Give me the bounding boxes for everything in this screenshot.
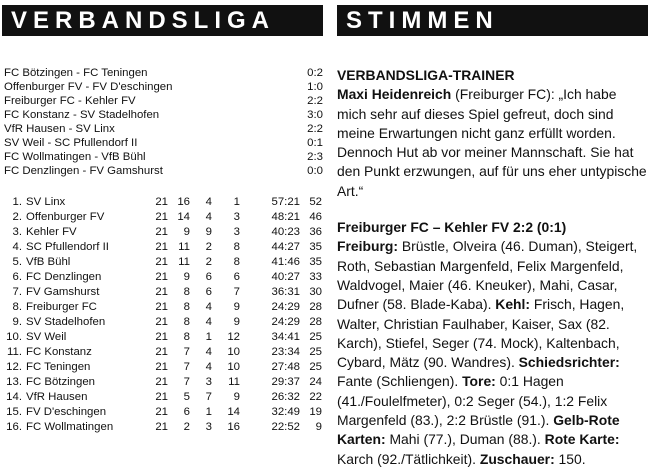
table-team: Kehler FV xyxy=(26,226,77,238)
table-losses: 3 xyxy=(233,226,240,238)
table-losses: 9 xyxy=(233,301,240,313)
table-goals: 24:29 xyxy=(271,316,300,328)
table-points: 35 xyxy=(309,241,322,253)
table-draws: 6 xyxy=(205,271,212,283)
result-score: 3:0 xyxy=(307,109,323,121)
report-label-freiburg: Freiburg: xyxy=(337,238,398,255)
table-games: 21 xyxy=(155,271,168,283)
table-rank: 10. xyxy=(6,331,22,343)
table-losses: 10 xyxy=(227,361,240,373)
table-points: 25 xyxy=(309,361,322,373)
table-row xyxy=(4,330,323,345)
report-text-kehl: Frisch, Hagen, Walter, Christian Faulhaber, Kaiser, Sax (82. Karch), Stiefel, Seger (74. Mock), Kaltenbach, Cybard, Mätz (90. Wandres). xyxy=(337,296,625,371)
result-match: FC Konstanz - SV Stadelhofen xyxy=(4,109,160,121)
table-team: FC Wollmatingen xyxy=(26,421,114,433)
coach-quote xyxy=(337,85,648,201)
result-row xyxy=(4,122,323,136)
report-label-kehl: Kehl: xyxy=(495,296,531,313)
table-points: 25 xyxy=(309,331,322,343)
table-losses: 12 xyxy=(227,331,240,343)
voices-heading: VERBANDSLIGA-TRAINER xyxy=(337,67,515,83)
table-draws: 4 xyxy=(205,346,212,358)
table-games: 21 xyxy=(155,316,168,328)
table-points: 22 xyxy=(309,391,322,403)
result-match: FC Wollmatingen - VfB Bühl xyxy=(4,151,146,163)
table-team: SC Pfullendorf II xyxy=(26,241,109,253)
table-losses: 3 xyxy=(233,211,240,223)
result-row xyxy=(4,164,323,178)
table-row xyxy=(4,390,323,405)
result-score: 0:0 xyxy=(307,165,323,177)
table-points: 35 xyxy=(309,256,322,268)
result-row xyxy=(4,136,323,150)
result-match: SV Weil - SC Pfullendorf II xyxy=(4,137,138,149)
table-goals: 40:23 xyxy=(271,226,300,238)
table-goals: 22:52 xyxy=(271,421,300,433)
table-draws: 4 xyxy=(205,211,212,223)
table-wins: 6 xyxy=(183,406,190,418)
table-games: 21 xyxy=(155,301,168,313)
table-team: Offenburger FV xyxy=(26,211,105,223)
table-wins: 8 xyxy=(183,316,190,328)
table-row xyxy=(4,285,323,300)
table-rank: 6. xyxy=(12,271,22,283)
table-team: FC Denzlingen xyxy=(26,271,102,283)
table-draws: 4 xyxy=(205,301,212,313)
report-text-freiburg: Brüstle, Olveira (46. Duman), Steigert, Roth, Sebastian Margenfeld, Felix Margenfeld, Waldvogel, Maier (46. Kneuker), Mahi, Casar, Dufner (58. Blade-Kaba). xyxy=(337,238,638,313)
table-row xyxy=(4,225,323,240)
results-list xyxy=(4,66,323,178)
table-goals: 26:32 xyxy=(271,391,300,403)
table-rank: 16. xyxy=(6,421,22,433)
stimmen-column xyxy=(337,66,648,469)
league-table xyxy=(4,195,323,435)
table-row xyxy=(4,255,323,270)
table-losses: 16 xyxy=(227,421,240,433)
table-team: SV Linx xyxy=(26,196,66,208)
table-rank: 11. xyxy=(7,346,22,358)
table-games: 21 xyxy=(155,346,168,358)
section-banner-stimmen: STIMMEN xyxy=(337,5,648,36)
table-team: FV D'eschingen xyxy=(26,406,107,418)
report-text-spectators: 150. xyxy=(554,450,586,467)
table-games: 21 xyxy=(155,406,168,418)
table-points: 36 xyxy=(309,226,322,238)
table-row xyxy=(4,240,323,255)
table-losses: 11 xyxy=(228,376,240,388)
table-points: 46 xyxy=(309,211,322,223)
table-goals: 32:49 xyxy=(271,406,300,418)
table-row xyxy=(4,405,323,420)
table-draws: 1 xyxy=(205,331,212,343)
table-wins: 11 xyxy=(178,256,190,268)
table-games: 21 xyxy=(155,331,168,343)
table-losses: 8 xyxy=(233,256,240,268)
table-row xyxy=(4,420,323,435)
table-games: 21 xyxy=(155,376,168,388)
table-wins: 8 xyxy=(183,286,190,298)
result-row xyxy=(4,108,323,122)
table-goals: 41:46 xyxy=(271,256,300,268)
report-text-referee: Fante (Schliengen). xyxy=(337,373,463,390)
table-draws: 3 xyxy=(205,421,212,433)
result-row xyxy=(4,66,323,80)
table-games: 21 xyxy=(155,286,168,298)
table-wins: 2 xyxy=(183,421,190,433)
table-row xyxy=(4,195,323,210)
table-games: 21 xyxy=(155,391,168,403)
result-score: 0:1 xyxy=(307,137,323,149)
table-losses: 8 xyxy=(233,241,240,253)
result-match: Freiburger FC - Kehler FV xyxy=(4,95,136,107)
table-games: 21 xyxy=(155,196,168,208)
table-team: VfR Hausen xyxy=(26,391,88,403)
table-goals: 40:27 xyxy=(271,271,300,283)
table-games: 21 xyxy=(155,256,168,268)
table-team: SV Stadelhofen xyxy=(26,316,106,328)
report-label-spectators: Zuschauer: xyxy=(479,450,555,467)
table-row xyxy=(4,270,323,285)
table-team: VfB Bühl xyxy=(26,256,71,268)
table-rank: 13. xyxy=(6,376,22,388)
table-rank: 12. xyxy=(6,361,22,373)
result-score: 1:0 xyxy=(307,81,323,93)
table-losses: 14 xyxy=(227,406,240,418)
result-row xyxy=(4,94,323,108)
table-wins: 7 xyxy=(183,346,190,358)
table-wins: 5 xyxy=(183,391,190,403)
table-row xyxy=(4,315,323,330)
table-draws: 1 xyxy=(205,406,212,418)
table-points: 28 xyxy=(309,301,322,313)
table-rank: 9. xyxy=(12,316,22,328)
table-team: FC Teningen xyxy=(26,361,91,373)
table-losses: 9 xyxy=(233,391,240,403)
table-draws: 9 xyxy=(205,226,212,238)
quote-text: (Freiburger FC): „Ich habe mich sehr auf dieses Spiel gefreut, doch sind meine Erwartungen nicht ganz erfüllt worden. Dennoch Hut ab vor meiner Mannschaft. Sie hat den Punkt erzwungen, auf für uns eher untypische Art.“ xyxy=(337,86,647,199)
table-wins: 7 xyxy=(183,376,190,388)
result-match: VfR Hausen - SV Linx xyxy=(4,123,115,135)
result-row xyxy=(4,80,323,94)
report-text-red: Karch (92./Tätlichkeit). xyxy=(337,450,480,467)
table-rank: 2. xyxy=(12,211,22,223)
table-team: FC Konstanz xyxy=(26,346,92,358)
table-points: 24 xyxy=(309,376,322,388)
result-score: 0:2 xyxy=(307,67,323,79)
table-goals: 48:21 xyxy=(271,211,300,223)
table-games: 21 xyxy=(155,421,168,433)
table-row xyxy=(4,210,323,225)
result-match: Offenburger FV - FV D'eschingen xyxy=(4,81,173,93)
table-points: 25 xyxy=(309,346,322,358)
table-wins: 8 xyxy=(183,331,190,343)
table-losses: 9 xyxy=(233,316,240,328)
table-games: 21 xyxy=(155,361,168,373)
report-label-yellowred: Gelb-Rote Karten: xyxy=(337,412,620,448)
report-label-red: Rote Karte: xyxy=(544,431,620,448)
result-score: 2:3 xyxy=(307,151,323,163)
report-text-yellowred: Mahi (77.), Duman (88.). xyxy=(385,431,545,448)
table-goals: 44:27 xyxy=(271,241,300,253)
table-draws: 6 xyxy=(205,286,212,298)
table-wins: 8 xyxy=(183,301,190,313)
table-points: 52 xyxy=(309,196,322,208)
table-losses: 6 xyxy=(233,271,240,283)
table-draws: 4 xyxy=(205,316,212,328)
table-draws: 3 xyxy=(205,376,212,388)
table-wins: 16 xyxy=(177,196,190,208)
table-team: Freiburger FC xyxy=(26,301,97,313)
table-row xyxy=(4,375,323,390)
table-rank: 15. xyxy=(6,406,22,418)
table-wins: 9 xyxy=(183,271,190,283)
table-rank: 8. xyxy=(12,301,22,313)
table-row xyxy=(4,360,323,375)
table-rank: 3. xyxy=(12,226,22,238)
table-goals: 34:41 xyxy=(271,331,300,343)
table-goals: 29:37 xyxy=(271,376,300,388)
table-wins: 11 xyxy=(178,241,190,253)
report-text-goals: 0:1 Hagen (41./Foulelfmeter), 0:2 Seger (54.), 1:2 Felix Margenfeld (83.), 2:2 Brüstle (91.). xyxy=(337,373,608,429)
result-match: FC Bötzingen - FC Teningen xyxy=(4,67,148,79)
table-points: 28 xyxy=(309,316,322,328)
table-draws: 2 xyxy=(205,256,212,268)
table-goals: 23:34 xyxy=(271,346,300,358)
table-draws: 4 xyxy=(205,361,212,373)
table-losses: 1 xyxy=(233,196,240,208)
spacer xyxy=(337,201,648,218)
table-games: 21 xyxy=(155,226,168,238)
match-report xyxy=(337,237,648,469)
report-label-goals: Tore: xyxy=(462,373,496,390)
table-goals: 24:29 xyxy=(271,301,300,313)
table-wins: 14 xyxy=(177,211,190,223)
match-title: Freiburger FC – Kehler FV 2:2 (0:1) xyxy=(337,219,567,236)
table-rank: 7. xyxy=(12,286,22,298)
table-points: 30 xyxy=(309,286,322,298)
table-points: 19 xyxy=(309,406,322,418)
table-row xyxy=(4,345,323,360)
table-team: FV Gamshurst xyxy=(26,286,100,298)
table-losses: 10 xyxy=(227,346,240,358)
table-rank: 1. xyxy=(12,196,22,208)
table-team: FC Bötzingen xyxy=(26,376,96,388)
table-draws: 2 xyxy=(205,241,212,253)
table-rank: 14. xyxy=(6,391,22,403)
table-games: 21 xyxy=(155,211,168,223)
table-losses: 7 xyxy=(233,286,240,298)
report-label-referee: Schiedsrichter: xyxy=(518,354,620,371)
table-goals: 57:21 xyxy=(271,196,300,208)
result-row xyxy=(4,150,323,164)
table-draws: 4 xyxy=(205,196,212,208)
table-goals: 36:31 xyxy=(271,286,300,298)
table-team: SV Weil xyxy=(26,331,67,343)
table-wins: 9 xyxy=(183,226,190,238)
table-rank: 4. xyxy=(12,241,22,253)
coach-name: Maxi Heidenreich xyxy=(337,86,452,103)
result-score: 2:2 xyxy=(307,95,323,107)
table-wins: 7 xyxy=(183,361,190,373)
table-row xyxy=(4,300,323,315)
table-points: 33 xyxy=(309,271,322,283)
table-points: 9 xyxy=(315,421,322,433)
section-banner-verbandsliga: VERBANDSLIGA xyxy=(2,5,323,36)
table-goals: 27:48 xyxy=(271,361,300,373)
result-match: FC Denzlingen - FV Gamshurst xyxy=(4,165,163,177)
table-draws: 7 xyxy=(205,391,212,403)
table-rank: 5. xyxy=(12,256,22,268)
result-score: 2:2 xyxy=(307,123,323,135)
table-games: 21 xyxy=(155,241,168,253)
